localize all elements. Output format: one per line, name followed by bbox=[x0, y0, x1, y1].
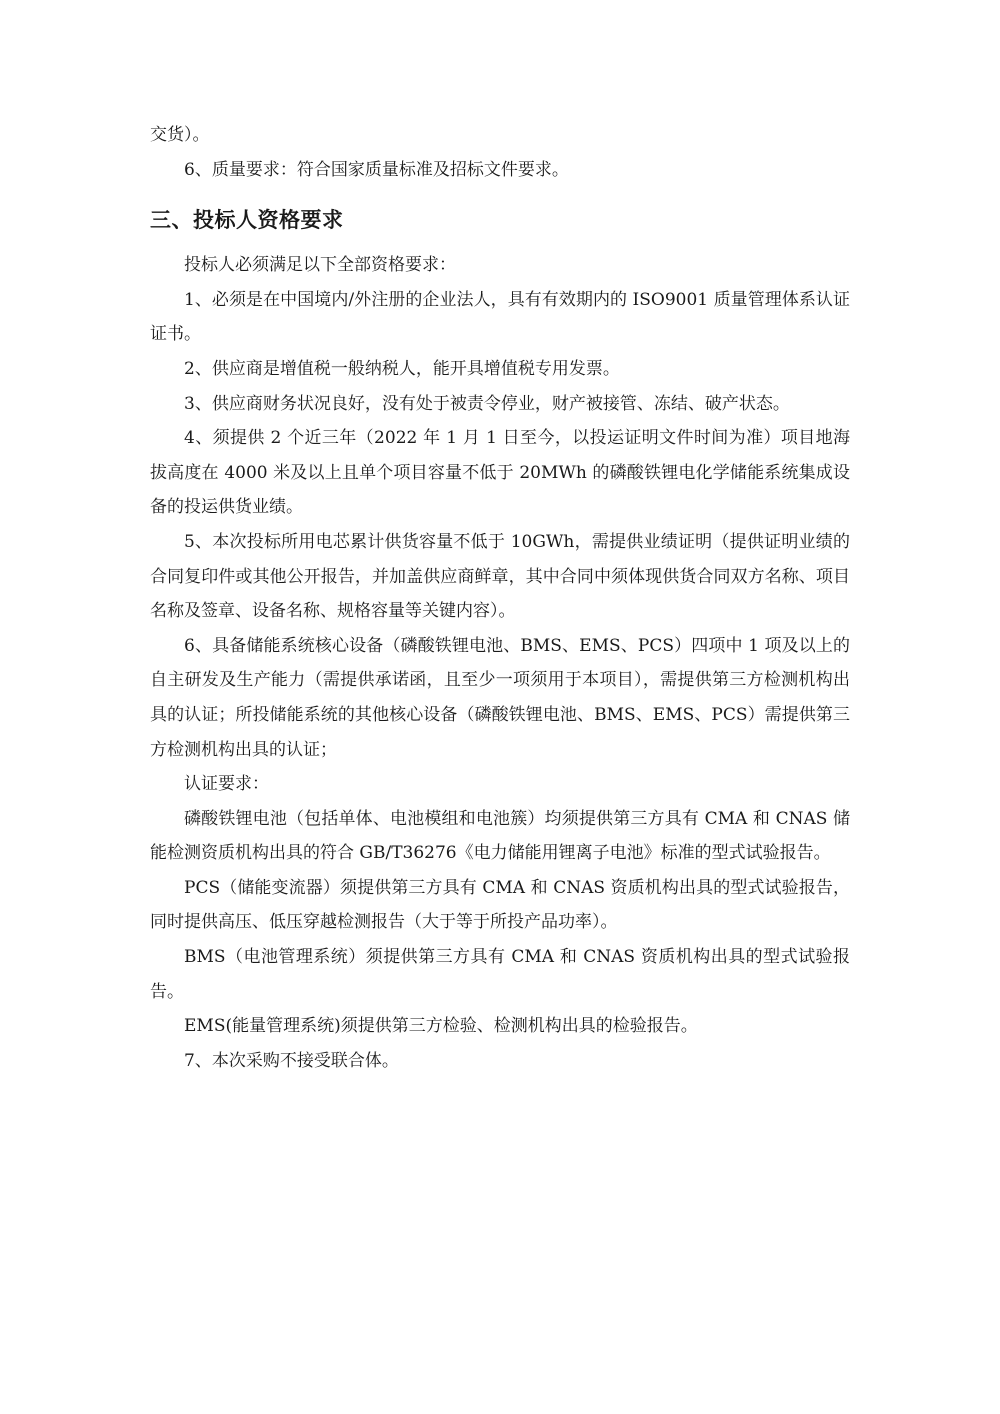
battery-certification-paragraph: 磷酸铁锂电池（包括单体、电池模组和电池簇）均须提供第三方具有 CMA 和 CNAS 储能检测资质机构出具的符合 GB/T36276《电力储能用锂离子电池》标准的型式试验报告。 bbox=[150, 808, 850, 864]
qualification-item-1: 1、必须是在中国境内/外注册的企业法人，具有有效期内的 ISO9001 质量管理体系认证证书。 bbox=[150, 289, 850, 345]
certification-requirements-label: 认证要求： bbox=[184, 774, 269, 795]
qualification-item-5: 5、本次投标所用电芯累计供货容量不低于 10GWh，需提供业绩证明（提供证明业绩的合同复印件或其他公开报告，并加盖供应商鲜章，其中合同中须体现供货合同双方名称、项目名称及签章、设备名称、规格容量等关键内容）。 bbox=[150, 531, 850, 622]
qualification-item-4: 4、须提供 2 个近三年（2022 年 1 月 1 日至今，以投运证明文件时间为准）项目地海拔高度在 4000 米及以上且单个项目容量不低于 20MWh 的磷酸铁锂电化学储能系统集成设备的投运供货业绩。 bbox=[150, 428, 850, 518]
ems-certification-paragraph: EMS(能量管理系统)须提供第三方检验、检测机构出具的检验报告。 bbox=[184, 1016, 698, 1037]
continuation-paragraph: 交货）。 bbox=[150, 125, 210, 145]
qualification-item-7: 7、本次采购不接受联合体。 bbox=[184, 1050, 399, 1071]
bms-certification-paragraph: BMS（电池管理系统）须提供第三方具有 CMA 和 CNAS 资质机构出具的型式试验报告。 bbox=[150, 947, 850, 1002]
pcs-certification-paragraph: PCS（储能变流器）须提供第三方具有 CMA 和 CNAS 资质机构出具的型式试验报告，同时提供高压、低压穿越检测报告（大于等于所投产品功率）。 bbox=[150, 877, 850, 933]
quality-requirement-paragraph: 6、质量要求：符合国家质量标准及招标文件要求。 bbox=[184, 159, 569, 180]
qualification-item-3: 3、供应商财务状况良好，没有处于被责令停业，财产被接管、冻结、破产状态。 bbox=[184, 393, 790, 414]
qualification-intro: 投标人必须满足以下全部资格要求： bbox=[184, 255, 456, 276]
qualification-item-2: 2、供应商是增值税一般纳税人，能开具增值税专用发票。 bbox=[184, 358, 620, 379]
section-heading: 三、投标人资格要求 bbox=[150, 208, 344, 233]
qualification-item-6: 6、具备储能系统核心设备（磷酸铁锂电池、BMS、EMS、PCS）四项中 1 项及以上的自主研发及生产能力（需提供承诺函，且至少一项须用于本项目），需提供第三方检测机构出具的认证；所投储能系统的其他核心设备（磷酸铁锂电池、BMS、EMS、PCS）需提供第三方检测机构出具的认证； bbox=[150, 635, 850, 760]
document-page bbox=[150, 118, 850, 1078]
